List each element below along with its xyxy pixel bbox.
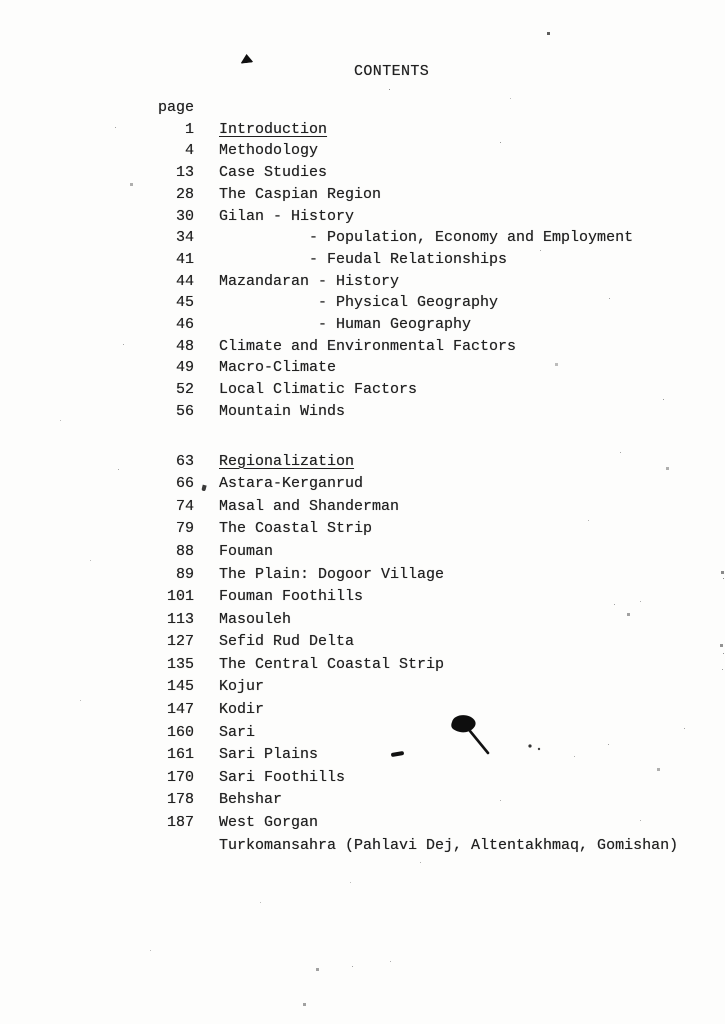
toc-row xyxy=(150,451,690,474)
toc-row xyxy=(150,654,690,677)
toc-row xyxy=(150,249,690,271)
toc-page-number: 161 xyxy=(166,746,194,764)
toc-entry-label: Climate and Environmental Factors xyxy=(219,337,517,355)
toc-row xyxy=(150,518,690,541)
toc-entry-label: Mazandaran - History xyxy=(219,272,400,290)
toc-row xyxy=(150,676,690,699)
toc-entry-label: Turkomansahra (Pahlavi Dej, Altentakhmaq, Gomishan) xyxy=(219,836,679,854)
toc-row xyxy=(150,271,690,293)
toc-entry-label: Sefid Rud Delta xyxy=(219,633,355,651)
toc-entry-label: Macro-Climate xyxy=(219,359,337,377)
toc-page-number: 30 xyxy=(175,207,194,225)
toc-page-number: 147 xyxy=(166,701,194,719)
toc-page-number: 145 xyxy=(166,678,194,696)
toc-row xyxy=(150,564,690,587)
toc-page-number: 101 xyxy=(166,588,194,606)
toc-row xyxy=(150,767,690,790)
toc-entry-label: Sari xyxy=(219,723,256,741)
toc-page-number: 45 xyxy=(175,294,194,312)
toc-page-number: 48 xyxy=(175,337,194,355)
toc-page-number: 127 xyxy=(166,633,194,651)
toc-page-number: 66 xyxy=(175,475,194,493)
toc-row xyxy=(150,789,690,812)
toc-row xyxy=(150,206,690,228)
toc-page-number: 160 xyxy=(166,723,194,741)
toc-page-number: 41 xyxy=(175,250,194,268)
toc-entry-label: Kojur xyxy=(219,678,265,696)
toc-entry-label: Sari Plains xyxy=(219,746,319,764)
toc-entry-label: Introduction xyxy=(219,120,328,138)
toc-entry-label: The Central Coastal Strip xyxy=(219,655,445,673)
toc-row xyxy=(150,699,690,722)
toc-page-number: 52 xyxy=(175,381,194,399)
toc-entry-label: The Coastal Strip xyxy=(219,520,373,538)
toc-row xyxy=(150,473,690,496)
toc-row xyxy=(150,119,690,141)
page-column-header: page xyxy=(157,99,194,116)
toc-page-number: 88 xyxy=(175,542,194,560)
toc-page-number: 13 xyxy=(175,164,194,182)
toc-row xyxy=(150,227,690,249)
toc-entry-label: Case Studies xyxy=(219,164,328,182)
toc-entry-label: Kodir xyxy=(219,701,265,719)
toc-section-1 xyxy=(150,119,690,423)
toc-page-number: 63 xyxy=(175,452,194,470)
toc-entry-label: Astara-Kerganrud xyxy=(219,475,364,493)
toc-entry-label: Fouman Foothills xyxy=(219,588,364,606)
toc-page-number: 44 xyxy=(175,272,194,290)
ink-blot-artifact xyxy=(440,700,550,770)
toc-entry-label: Methodology xyxy=(219,142,319,160)
toc-page-number: 74 xyxy=(175,497,194,515)
page-title: CONTENTS xyxy=(354,63,430,80)
toc-page-number: 178 xyxy=(166,791,194,809)
toc-entry-label: Fouman xyxy=(219,542,274,560)
toc-row xyxy=(150,140,690,162)
toc-section-2 xyxy=(150,451,690,858)
toc-row xyxy=(150,357,690,379)
toc-row xyxy=(150,744,690,767)
toc-row xyxy=(150,631,690,654)
toc-entry-label: Behshar xyxy=(219,791,283,809)
toc-entry-label: Mountain Winds xyxy=(219,402,346,420)
ink-triangle-artifact xyxy=(240,53,254,63)
toc-entry-label: Regionalization xyxy=(219,452,355,470)
toc-page-number: 170 xyxy=(166,768,194,786)
toc-row xyxy=(150,586,690,609)
toc-row xyxy=(150,336,690,358)
toc-page-number: 79 xyxy=(175,520,194,538)
paper-specks xyxy=(0,0,1,1)
toc-row xyxy=(150,379,690,401)
table-of-contents xyxy=(150,97,690,857)
toc-entry-label: - Human Geography xyxy=(219,316,472,334)
toc-entry-label: The Plain: Dogoor Village xyxy=(219,565,445,583)
toc-page-number: 56 xyxy=(175,402,194,420)
toc-row xyxy=(150,184,690,206)
toc-entry-label: Sari Foothills xyxy=(219,768,346,786)
toc-row xyxy=(150,812,690,835)
toc-page-number: 135 xyxy=(166,655,194,673)
toc-page-number: 46 xyxy=(175,316,194,334)
toc-page-number: 113 xyxy=(166,610,194,628)
toc-row xyxy=(150,541,690,564)
toc-entry-label: - Population, Economy and Employment xyxy=(219,229,634,247)
toc-row xyxy=(150,162,690,184)
toc-row xyxy=(150,835,690,858)
toc-entry-label: Gilan - History xyxy=(219,207,355,225)
page-column-header-row xyxy=(150,97,690,119)
toc-row xyxy=(150,722,690,745)
toc-entry-label: - Feudal Relationships xyxy=(219,250,508,268)
toc-page-number: 4 xyxy=(184,142,194,160)
toc-row xyxy=(150,292,690,314)
toc-page-number: 28 xyxy=(175,185,194,203)
toc-row xyxy=(150,314,690,336)
toc-entry-label: Local Climatic Factors xyxy=(219,381,418,399)
toc-page-number: 1 xyxy=(184,120,194,138)
toc-entry-label: Masouleh xyxy=(219,610,292,628)
toc-row xyxy=(150,609,690,632)
toc-entry-label: - Physical Geography xyxy=(219,294,499,312)
toc-entry-label: The Caspian Region xyxy=(219,185,382,203)
section-gap xyxy=(150,423,690,451)
toc-row xyxy=(150,401,690,423)
toc-page-number: 34 xyxy=(175,229,194,247)
toc-entry-label: West Gorgan xyxy=(219,814,319,832)
toc-page-number: 89 xyxy=(175,565,194,583)
toc-page-number: 187 xyxy=(166,814,194,832)
toc-entry-label: Masal and Shanderman xyxy=(219,497,400,515)
toc-row xyxy=(150,496,690,519)
toc-page-number: 49 xyxy=(175,359,194,377)
